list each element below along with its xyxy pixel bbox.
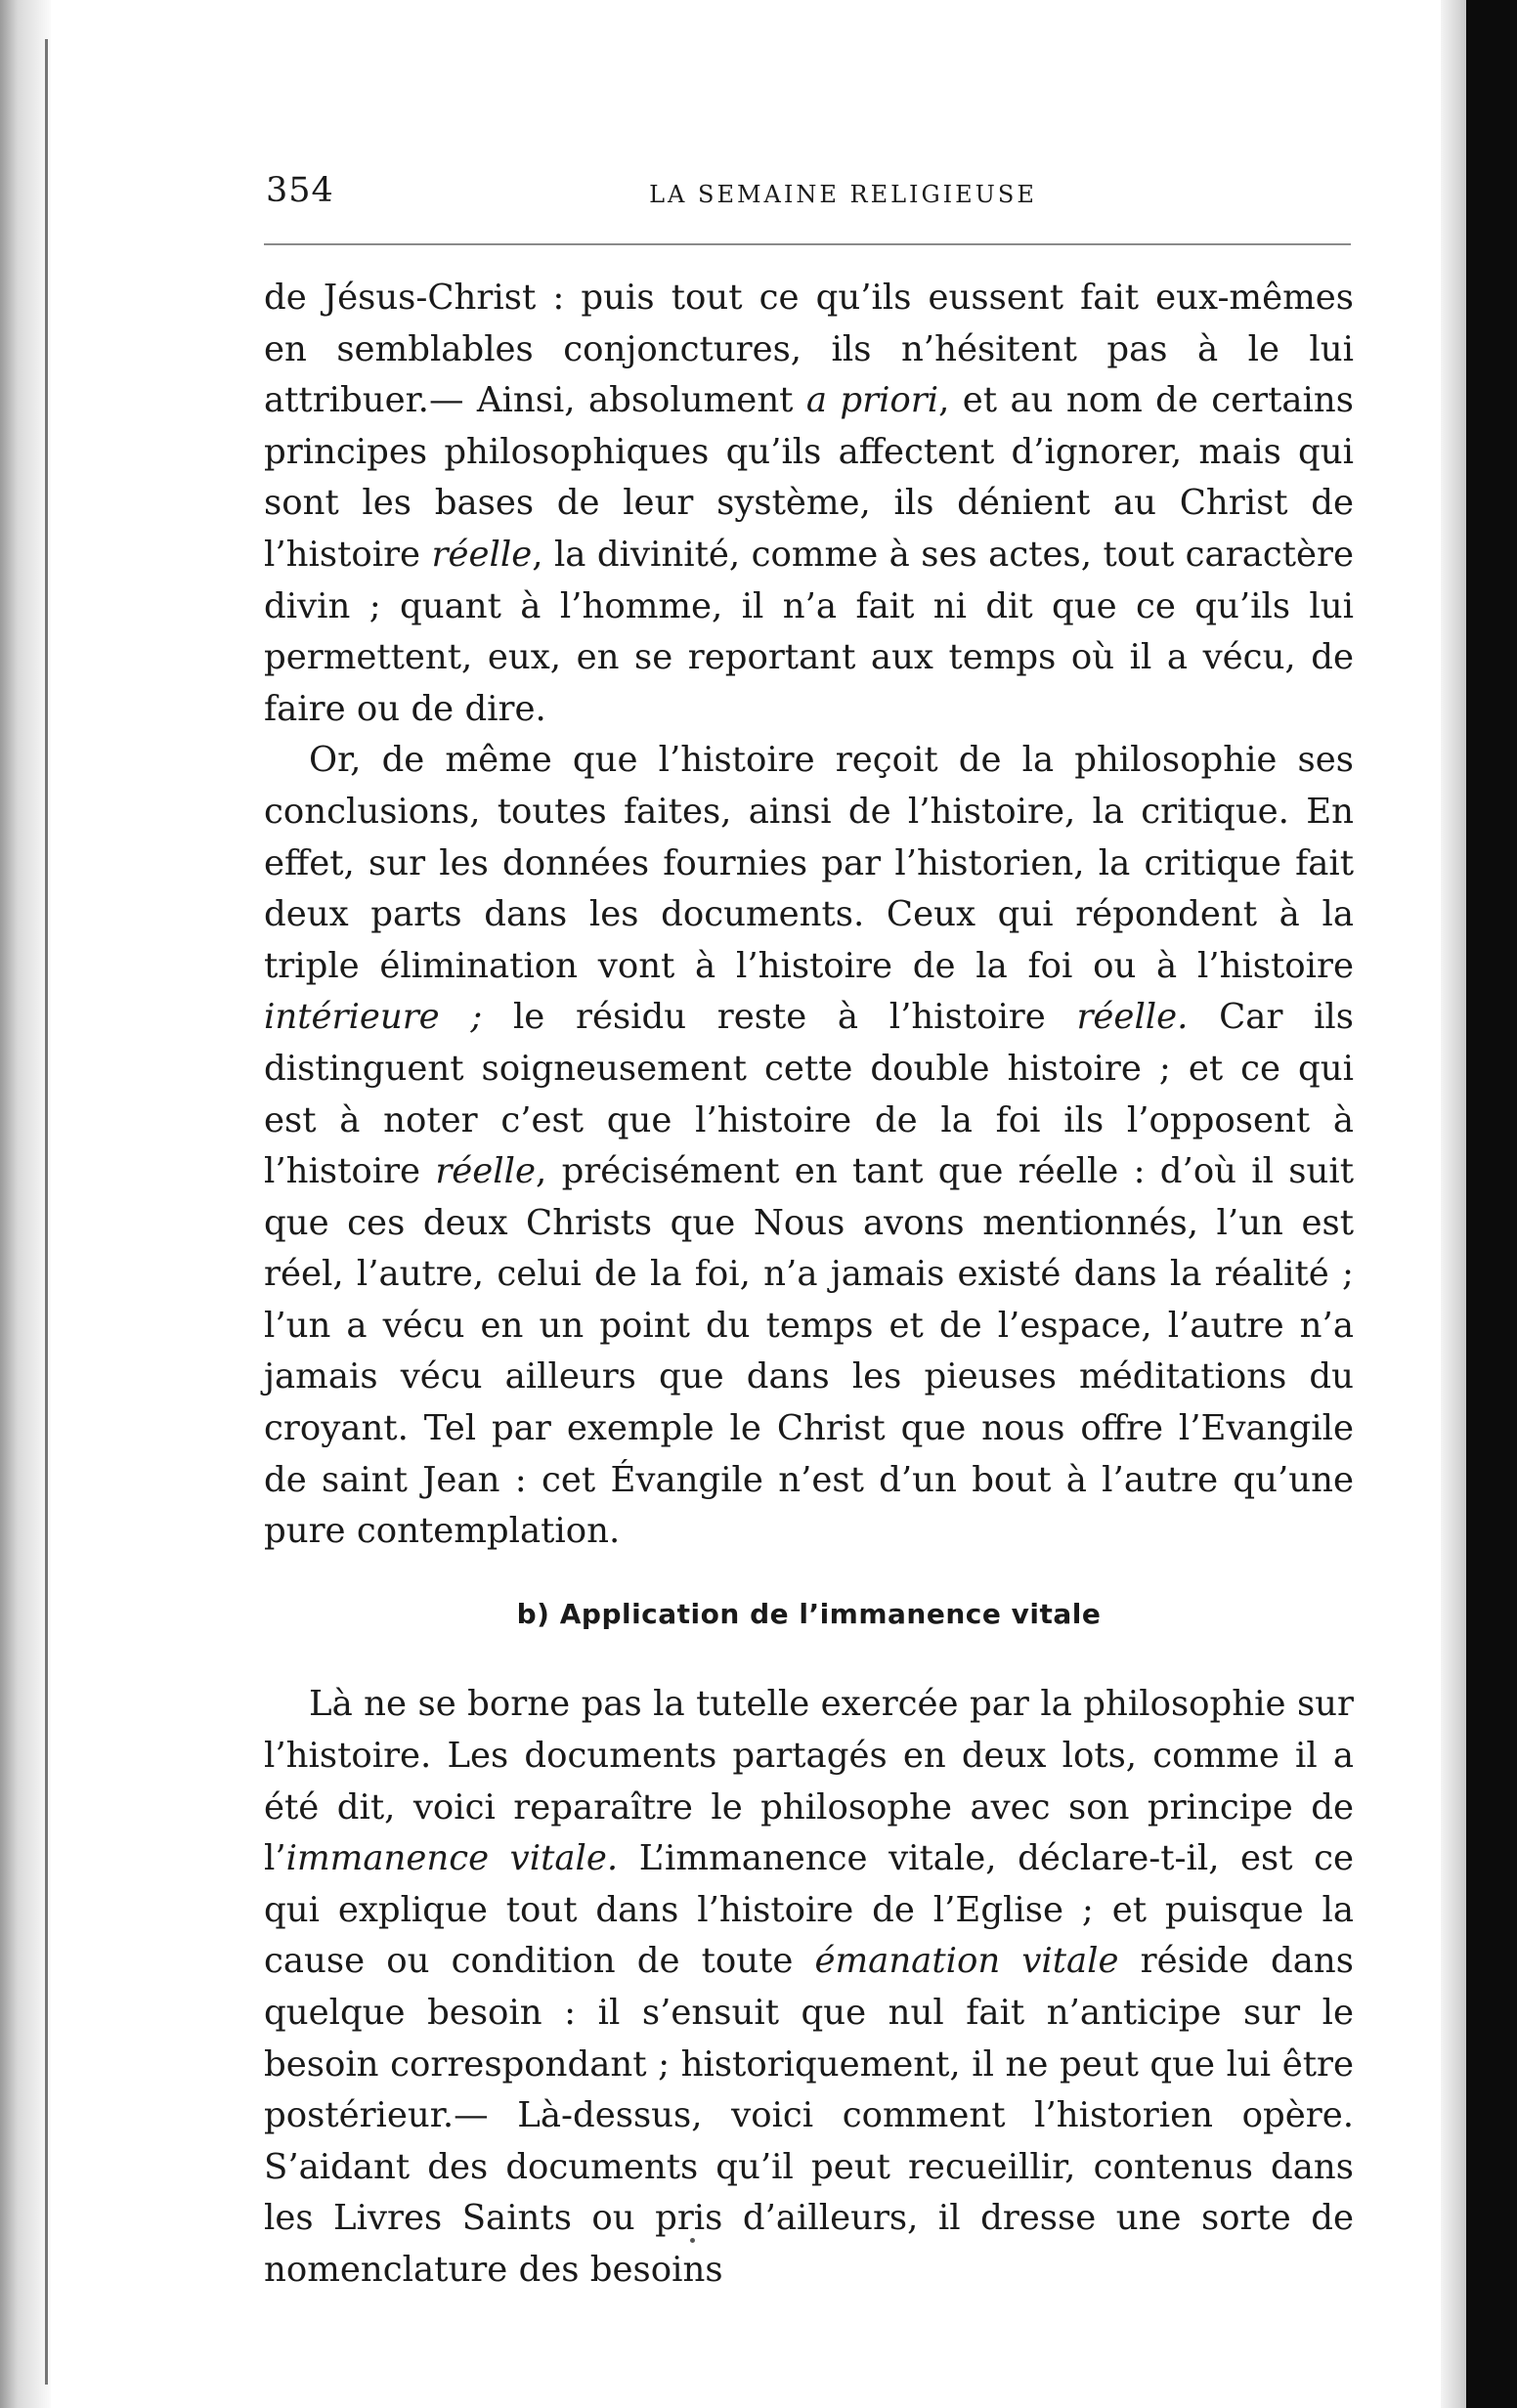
- paragraphs-after-heading: [264, 1679, 1354, 2296]
- text-run: Car ils distinguent soigneusement cette double histoire ; et ce qui est à noter c’est que l’histoire de la foi ils l’opposent à l’histoire: [264, 997, 1354, 1192]
- paragraph: [264, 735, 1354, 1558]
- scan-facing-page: [1466, 0, 1517, 2408]
- paragraph: [264, 1679, 1354, 2296]
- text-run: réside dans quelque besoin : il s’ensuit que nul fait n’anticipe sur le besoin correspondant ; historiquement, il ne peut que lui être postérieur.— Là-dessus, voici comment l’historien opère. S’aidant des documents qu’il peut recueillir, contenus dans les Livres Saints ou pris d’ailleurs, il dresse une sorte de nomenclature des besoins: [264, 1941, 1355, 2290]
- text-run: , et au nom de certains principes philosophiques qu’ils affectent d’ignorer, mais qui sont les bases de leur système, ils dénient au Christ de l’histoire: [264, 380, 1354, 575]
- italic-text: réelle: [435, 1151, 537, 1192]
- text-run: Or, de même que l’histoire reçoit de la philosophie ses conclusions, toutes faites, ainsi de l’histoire, la critique. En effet, sur les données fournies par l’historien, la critique fait deux parts dans les documents. Ceux qui répondent à la triple élimination vont à l’histoire de la foi ou à l’histoire: [264, 740, 1354, 986]
- scan-binding-line: [45, 39, 48, 2385]
- book-page: [264, 161, 1354, 2297]
- scan-binding-edge: [0, 0, 51, 2408]
- header-rule: [264, 243, 1351, 245]
- running-title: LA SEMAINE RELIGIEUSE: [649, 181, 1037, 208]
- paragraphs-before-heading: [264, 273, 1354, 1558]
- italic-text: émanation vitale: [814, 1941, 1119, 1982]
- paragraph: [264, 273, 1354, 735]
- scan-page-edge: [1441, 0, 1466, 2408]
- italic-text: intérieure ;: [264, 997, 483, 1038]
- text-run: Là ne se borne pas la tutelle exercée par la philosophie sur l’histoire. Les documents partagés en deux lots, comme il a été dit, voici reparaître le philosophe avec son principe de l’: [264, 1684, 1354, 1879]
- body-text: [264, 273, 1354, 2297]
- text-run: , la divinité, comme à ses actes, tout caractère divin ; quant à l’homme, il n’a fait ni dit que ce qu’ils lui permettent, eux, en se reportant aux temps où il a vécu, de faire ou de dire.: [264, 534, 1354, 729]
- text-run: L’immanence vitale, déclare-t-il, est ce qui explique tout dans l’histoire de l’Eglise ; et puisque la cause ou condition de toute: [264, 1838, 1354, 1982]
- italic-text: réelle.: [1076, 997, 1189, 1038]
- page-number: 354: [266, 171, 334, 210]
- section-heading: b) Application de l’immanence vitale: [516, 1597, 1102, 1630]
- italic-text: immanence vitale.: [285, 1838, 619, 1879]
- text-run: , précisément en tant que réelle : d’où il suit que ces deux Christs que Nous avons mentionnés, l’un est réel, l’autre, celui de la foi, n’a jamais existé dans la réalité ; l’un a vécu en un point du temps et de l’espace, l’autre n’a jamais vécu ailleurs que dans les pieuses méditations du croyant. Tel par exemple le Christ que nous offre l’Evangile de saint Jean : cet Évangile n’est d’un bout à l’autre qu’une pure contemplation.: [264, 1151, 1354, 1552]
- page-header: [264, 161, 1354, 220]
- scan-speck: [690, 2238, 695, 2243]
- text-run: de Jésus-Christ : puis tout ce qu’ils eussent fait eux-mêmes en semblables conjonctures, ils n’hésitent pas à le lui attribuer.— Ainsi, absolument: [264, 278, 1354, 421]
- italic-text: a priori: [805, 380, 939, 421]
- italic-text: réelle: [431, 534, 533, 575]
- text-run: le résidu reste à l’histoire: [482, 997, 1077, 1038]
